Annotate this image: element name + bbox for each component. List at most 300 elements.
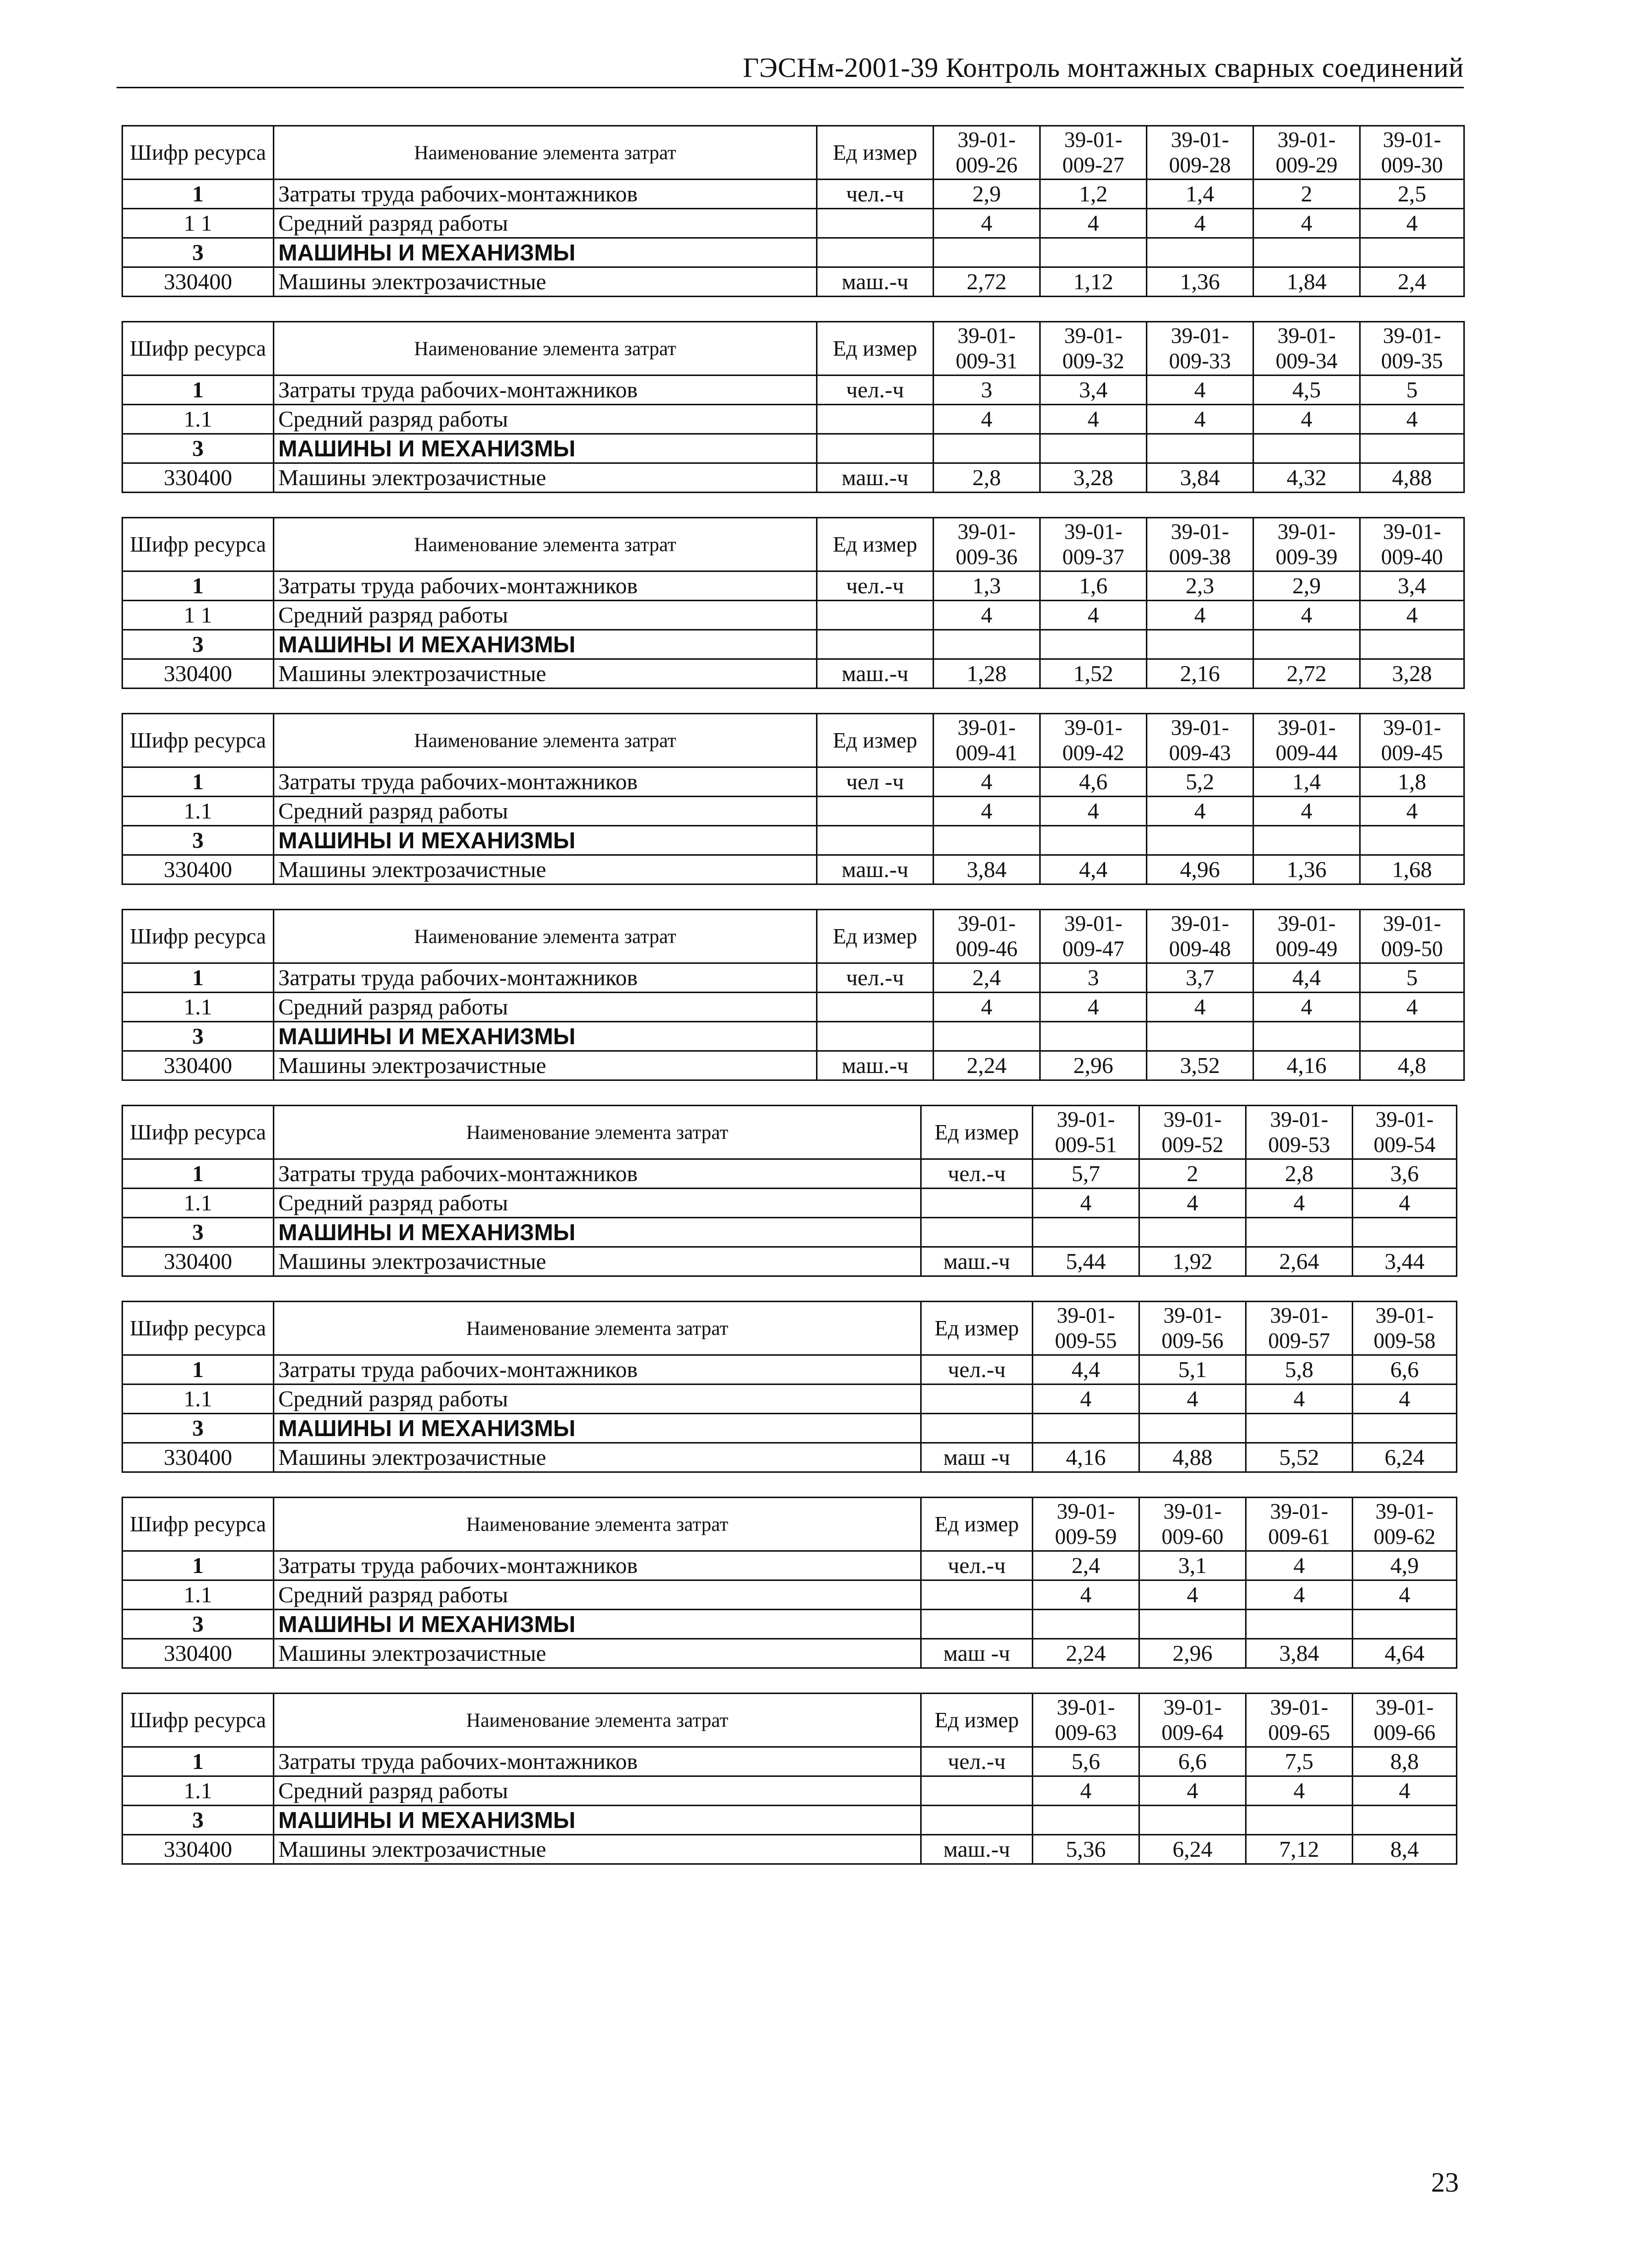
norm-code-suffix: 009-49 [1275,936,1338,961]
value-cell [1353,1218,1457,1247]
norm-code-suffix: 009-59 [1055,1524,1117,1549]
value-cell [1040,434,1147,463]
value-cell: 3,84 [934,855,1040,884]
value-cell: 3,84 [1147,463,1254,493]
column-header-norm-code [1254,322,1360,376]
value-cell [1360,1022,1464,1051]
table-row [123,1639,1457,1668]
value-cell: 6,6 [1353,1355,1457,1385]
value-cell [1246,1218,1353,1247]
value-cell: 2,96 [1139,1639,1246,1668]
norm-code-suffix: 009-50 [1381,936,1443,961]
norm-code-prefix: 39-01- [1270,1499,1328,1523]
column-header-norm-code [1040,518,1147,571]
norm-code-suffix: 009-26 [955,152,1018,177]
norm-code-suffix: 009-34 [1275,348,1338,373]
value-cell: 2,24 [934,1051,1040,1080]
section-title: МАШИНЫ И МЕХАНИЗМЫ [274,1414,921,1443]
resource-name: Машины электрозачистные [274,267,817,297]
value-cell: 1,2 [1040,180,1147,209]
column-header-code: Шифр ресурса [123,126,274,180]
column-header-norm-code [1254,518,1360,571]
resource-code: 1 [123,1551,274,1580]
column-header-norm-code [1139,1498,1246,1551]
table-row [123,238,1464,267]
column-header-unit: Ед измер [817,910,934,963]
value-cell: 4 [1033,1580,1139,1610]
norm-code-suffix: 009-47 [1062,936,1125,961]
norm-code-suffix: 009-27 [1062,152,1125,177]
value-cell [1040,1022,1147,1051]
table-row [123,659,1464,689]
resource-name: Затраты труда рабочих-монтажников [274,376,817,405]
value-cell: 4 [934,405,1040,434]
resource-code: 3 [123,434,274,463]
value-cell: 2,8 [934,463,1040,493]
value-cell [1139,1414,1246,1443]
value-cell: 3,44 [1353,1247,1457,1276]
unit [817,1022,934,1051]
table-row [123,1247,1457,1276]
value-cell: 2,16 [1147,659,1254,689]
resource-name: Средний разряд работы [274,1580,921,1610]
norm-code-prefix: 39-01- [1064,715,1123,740]
resource-code: 1.1 [123,993,274,1022]
norm-code-prefix: 39-01- [1382,715,1442,740]
value-cell [1254,434,1360,463]
column-header-code: Шифр ресурса [123,322,274,376]
value-cell: 5,1 [1139,1355,1246,1385]
value-cell: 4,6 [1040,767,1147,797]
column-header-name: Наименование элемента затрат [274,910,817,963]
resource-code: 1 [123,180,274,209]
value-cell: 2,96 [1040,1051,1147,1080]
unit [817,238,934,267]
norm-code-prefix: 39-01- [1064,519,1123,544]
value-cell: 7,12 [1246,1835,1353,1864]
value-cell: 1,8 [1360,767,1464,797]
unit: маш -ч [921,1443,1033,1472]
norm-code-suffix: 009-65 [1268,1720,1330,1745]
norm-code-suffix: 009-62 [1374,1524,1436,1549]
value-cell: 4 [1040,209,1147,238]
norm-code-prefix: 39-01- [957,127,1016,152]
unit [817,826,934,855]
resource-name: Машины электрозачистные [274,1443,921,1472]
resource-code: 3 [123,630,274,659]
value-cell: 1,12 [1040,267,1147,297]
value-cell [1040,630,1147,659]
value-cell: 4,9 [1353,1551,1457,1580]
value-cell: 4 [1246,1580,1353,1610]
column-header-norm-code [1033,1106,1139,1159]
value-cell: 4,88 [1360,463,1464,493]
column-header-norm-code [1360,322,1464,376]
value-cell [1254,1022,1360,1051]
value-cell: 4 [1033,1776,1139,1806]
column-header-unit: Ед измер [817,714,934,767]
resource-code: 1 [123,1747,274,1776]
norm-code-suffix: 009-60 [1161,1524,1224,1549]
table-row [123,1580,1457,1610]
resource-name: Средний разряд работы [274,993,817,1022]
norm-code-prefix: 39-01- [1163,1303,1222,1327]
value-cell: 4 [1246,1551,1353,1580]
resource-name: Средний разряд работы [274,1385,921,1414]
resource-code: 3 [123,1610,274,1639]
table-row [123,993,1464,1022]
norm-code-suffix: 009-40 [1381,544,1443,569]
norms-table-2 [122,321,1465,493]
norm-code-suffix: 009-29 [1275,152,1338,177]
resource-name: Затраты труда рабочих-монтажников [274,1551,921,1580]
value-cell: 4 [1246,1189,1353,1218]
norms-table-7 [122,1301,1457,1473]
value-cell: 1,92 [1139,1247,1246,1276]
value-cell: 4 [1033,1189,1139,1218]
column-header-norm-code [1040,126,1147,180]
norm-code-prefix: 39-01- [1163,1695,1222,1719]
norm-code-prefix: 39-01- [1277,911,1336,936]
table-row [123,180,1464,209]
unit [817,993,934,1022]
value-cell: 4 [1147,209,1254,238]
column-header-norm-code [1147,126,1254,180]
table-row [123,1551,1457,1580]
norm-code-prefix: 39-01- [1064,127,1123,152]
resource-name: Средний разряд работы [274,1776,921,1806]
value-cell [1360,434,1464,463]
value-cell: 5 [1360,963,1464,993]
resource-code: 330400 [123,267,274,297]
resource-code: 330400 [123,1443,274,1472]
value-cell: 4 [1040,993,1147,1022]
value-cell: 4 [1139,1189,1246,1218]
value-cell: 3,84 [1246,1639,1353,1668]
table-row [123,1776,1457,1806]
column-header-norm-code [1353,1302,1457,1355]
value-cell: 4 [1040,797,1147,826]
norm-code-prefix: 39-01- [1064,911,1123,936]
value-cell: 4 [934,767,1040,797]
value-cell: 4 [1147,993,1254,1022]
norm-code-suffix: 009-33 [1169,348,1231,373]
norm-code-prefix: 39-01- [1163,1107,1222,1132]
column-header-norm-code [1254,910,1360,963]
table-row [123,767,1464,797]
norm-code-prefix: 39-01- [1270,1107,1328,1132]
value-cell: 4 [1254,209,1360,238]
value-cell: 4,16 [1033,1443,1139,1472]
value-cell: 2,8 [1246,1159,1353,1189]
value-cell [1246,1806,1353,1835]
section-title: МАШИНЫ И МЕХАНИЗМЫ [274,826,817,855]
unit [921,1776,1033,1806]
value-cell: 3,52 [1147,1051,1254,1080]
resource-code: 1.1 [123,1189,274,1218]
resource-name: Средний разряд работы [274,797,817,826]
resource-code: 1 [123,571,274,601]
value-cell: 1,68 [1360,855,1464,884]
table-header-row [123,126,1464,180]
value-cell: 5,52 [1246,1443,1353,1472]
unit: маш.-ч [921,1835,1033,1864]
column-header-norm-code [1360,518,1464,571]
unit [817,209,934,238]
column-header-norm-code [1033,1694,1139,1747]
resource-name: Машины электрозачистные [274,659,817,689]
value-cell: 1,84 [1254,267,1360,297]
unit [921,1189,1033,1218]
column-header-name: Наименование элемента затрат [274,1498,921,1551]
column-header-name: Наименование элемента затрат [274,714,817,767]
section-title: МАШИНЫ И МЕХАНИЗМЫ [274,238,817,267]
norm-code-prefix: 39-01- [1277,715,1336,740]
column-header-name: Наименование элемента затрат [274,126,817,180]
column-header-norm-code [934,126,1040,180]
value-cell: 3 [934,376,1040,405]
table-row [123,963,1464,993]
resource-code: 3 [123,1414,274,1443]
unit [921,1414,1033,1443]
value-cell: 4 [934,993,1040,1022]
resource-code: 1.1 [123,405,274,434]
unit: чел.-ч [817,571,934,601]
value-cell: 2,72 [1254,659,1360,689]
section-title: МАШИНЫ И МЕХАНИЗМЫ [274,1218,921,1247]
norms-table-6 [122,1105,1457,1277]
column-header-unit: Ед измер [921,1694,1033,1747]
value-cell: 4 [1360,209,1464,238]
column-header-norm-code [1147,322,1254,376]
value-cell: 2,9 [934,180,1040,209]
resource-name: Машины электрозачистные [274,855,817,884]
norm-code-suffix: 009-28 [1169,152,1231,177]
value-cell: 1,36 [1147,267,1254,297]
norm-code-suffix: 009-53 [1268,1132,1330,1157]
column-header-code: Шифр ресурса [123,1302,274,1355]
value-cell [1147,434,1254,463]
norm-code-prefix: 39-01- [957,519,1016,544]
section-title: МАШИНЫ И МЕХАНИЗМЫ [274,1610,921,1639]
value-cell: 4 [1353,1776,1457,1806]
column-header-name: Наименование элемента затрат [274,322,817,376]
unit: чел.-ч [817,963,934,993]
resource-name: Машины электрозачистные [274,1835,921,1864]
norm-code-suffix: 009-54 [1374,1132,1436,1157]
unit: маш.-ч [817,463,934,493]
value-cell: 4,88 [1139,1443,1246,1472]
resource-code: 330400 [123,855,274,884]
column-header-norm-code [1033,1302,1139,1355]
resource-name: Средний разряд работы [274,209,817,238]
norm-code-suffix: 009-56 [1161,1328,1224,1353]
norm-code-prefix: 39-01- [1163,1499,1222,1523]
table-row [123,1610,1457,1639]
column-header-norm-code [1360,714,1464,767]
norm-code-prefix: 39-01- [1382,911,1442,936]
norm-code-suffix: 009-48 [1169,936,1231,961]
column-header-name: Наименование элемента затрат [274,1106,921,1159]
value-cell: 4 [1040,405,1147,434]
norm-code-prefix: 39-01- [1277,519,1336,544]
value-cell: 4 [934,601,1040,630]
resource-name: Средний разряд работы [274,601,817,630]
column-header-norm-code [1040,714,1147,767]
resource-name: Затраты труда рабочих-монтажников [274,1747,921,1776]
table-row [123,1835,1457,1864]
table-header-row [123,322,1464,376]
table-row [123,855,1464,884]
column-header-norm-code [1254,714,1360,767]
value-cell: 3,7 [1147,963,1254,993]
resource-code: 330400 [123,659,274,689]
column-header-norm-code [1033,1498,1139,1551]
unit: чел.-ч [921,1747,1033,1776]
value-cell: 8,8 [1353,1747,1457,1776]
value-cell [1147,630,1254,659]
unit: маш.-ч [817,855,934,884]
section-title: МАШИНЫ И МЕХАНИЗМЫ [274,630,817,659]
value-cell: 4 [1360,993,1464,1022]
value-cell: 4 [1147,601,1254,630]
section-title: МАШИНЫ И МЕХАНИЗМЫ [274,1022,817,1051]
value-cell: 2,64 [1246,1247,1353,1276]
resource-name: Машины электрозачистные [274,1051,817,1080]
value-cell [1360,238,1464,267]
unit [817,434,934,463]
norm-code-prefix: 39-01- [1375,1499,1434,1523]
norm-code-suffix: 009-55 [1055,1328,1117,1353]
column-header-norm-code [1246,1106,1353,1159]
table-row [123,434,1464,463]
unit [817,601,934,630]
value-cell: 7,5 [1246,1747,1353,1776]
resource-code: 1 1 [123,209,274,238]
column-header-code: Шифр ресурса [123,1498,274,1551]
unit: чел.-ч [921,1551,1033,1580]
column-header-norm-code [1147,518,1254,571]
value-cell: 4 [1246,1385,1353,1414]
table-header-row [123,1302,1457,1355]
unit: чел.-ч [921,1355,1033,1385]
value-cell: 5 [1360,376,1464,405]
column-header-code: Шифр ресурса [123,1106,274,1159]
column-header-name: Наименование элемента затрат [274,1302,921,1355]
value-cell: 6,24 [1353,1443,1457,1472]
column-header-unit: Ед измер [817,322,934,376]
norm-code-prefix: 39-01- [1057,1695,1115,1719]
value-cell: 2 [1254,180,1360,209]
norm-code-prefix: 39-01- [1057,1499,1115,1523]
resource-name: Затраты труда рабочих-монтажников [274,1355,921,1385]
value-cell: 4 [1360,405,1464,434]
value-cell: 4 [934,797,1040,826]
column-header-unit: Ед измер [817,126,934,180]
unit [921,1610,1033,1639]
norms-table-1 [122,125,1465,297]
norm-code-prefix: 39-01- [957,715,1016,740]
value-cell [934,630,1040,659]
table-row [123,601,1464,630]
value-cell [1246,1610,1353,1639]
value-cell: 4 [1033,1385,1139,1414]
resource-code: 1 [123,376,274,405]
resource-code: 1 [123,767,274,797]
value-cell: 2,72 [934,267,1040,297]
value-cell: 8,4 [1353,1835,1457,1864]
value-cell: 5,8 [1246,1355,1353,1385]
unit: маш.-ч [817,659,934,689]
value-cell: 2,4 [1033,1551,1139,1580]
norm-code-suffix: 009-63 [1055,1720,1117,1745]
column-header-norm-code [1147,910,1254,963]
value-cell: 4 [1147,405,1254,434]
resource-code: 330400 [123,1639,274,1668]
resource-code: 1.1 [123,797,274,826]
unit [921,1218,1033,1247]
table-row [123,797,1464,826]
resource-name: Затраты труда рабочих-монтажников [274,180,817,209]
unit [817,630,934,659]
value-cell: 1,4 [1147,180,1254,209]
resource-name: Машины электрозачистные [274,1247,921,1276]
resource-name: Затраты труда рабочих-монтажников [274,963,817,993]
table-row [123,571,1464,601]
column-header-code: Шифр ресурса [123,714,274,767]
resource-code: 330400 [123,1835,274,1864]
value-cell: 2,9 [1254,571,1360,601]
norm-code-suffix: 009-32 [1062,348,1125,373]
column-header-norm-code [934,518,1040,571]
value-cell: 1,28 [934,659,1040,689]
value-cell: 2,3 [1147,571,1254,601]
column-header-name: Наименование элемента затрат [274,518,817,571]
value-cell: 4 [1254,405,1360,434]
value-cell [1254,630,1360,659]
value-cell: 3 [1040,963,1147,993]
value-cell: 5,44 [1033,1247,1139,1276]
column-header-code: Шифр ресурса [123,518,274,571]
norm-code-suffix: 009-42 [1062,740,1125,765]
table-row [123,405,1464,434]
value-cell: 2,24 [1033,1639,1139,1668]
value-cell: 4 [1353,1189,1457,1218]
page-header [117,47,1464,88]
value-cell [1033,1610,1139,1639]
table-header-row [123,910,1464,963]
table-row [123,1806,1457,1835]
value-cell [1353,1806,1457,1835]
value-cell: 4 [1254,797,1360,826]
column-header-norm-code [1139,1694,1246,1747]
norm-code-prefix: 39-01- [1375,1303,1434,1327]
value-cell [1360,630,1464,659]
value-cell: 4,16 [1254,1051,1360,1080]
norm-code-prefix: 39-01- [1382,323,1442,348]
resource-code: 1 [123,963,274,993]
resource-code: 1.1 [123,1776,274,1806]
resource-name: Средний разряд работы [274,1189,921,1218]
section-title: МАШИНЫ И МЕХАНИЗМЫ [274,1806,921,1835]
norm-code-suffix: 009-37 [1062,544,1125,569]
value-cell: 2,4 [934,963,1040,993]
resource-name: Затраты труда рабочих-монтажников [274,1159,921,1189]
norm-code-suffix: 009-57 [1268,1328,1330,1353]
resource-name: Затраты труда рабочих-монтажников [274,571,817,601]
value-cell [1033,1806,1139,1835]
resource-name: Машины электрозачистные [274,463,817,493]
